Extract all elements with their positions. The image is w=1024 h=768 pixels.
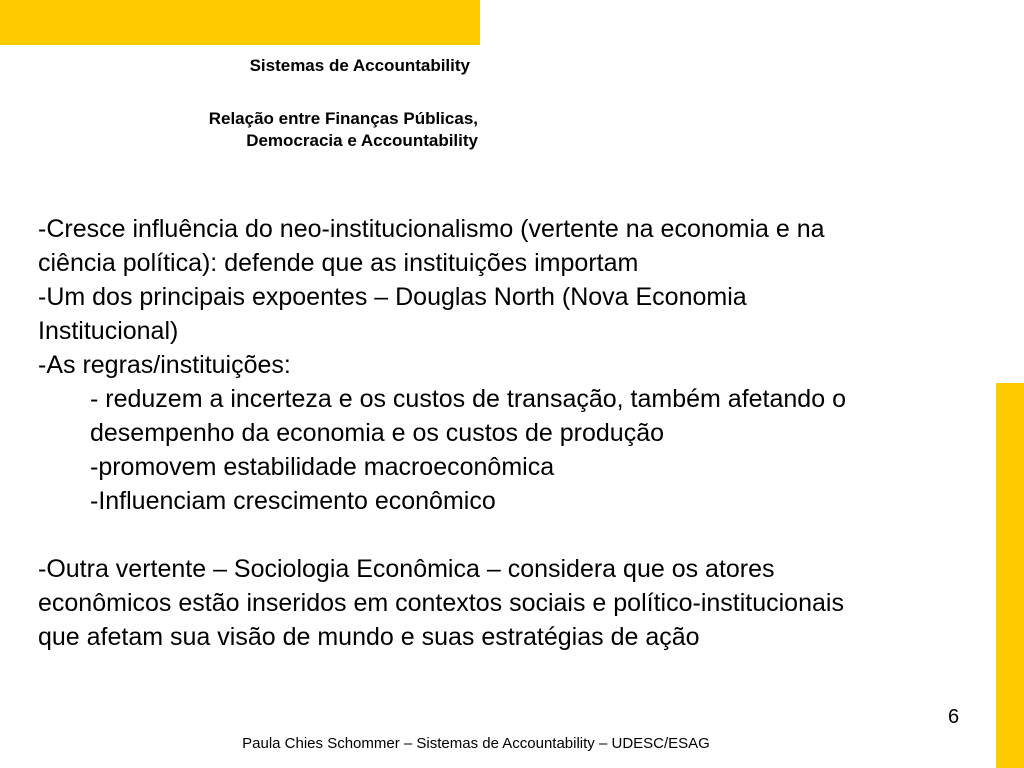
paragraph-spacer	[38, 518, 978, 552]
footer: Paula Chies Schommer – Sistemas de Accountability – UDESC/ESAG	[242, 735, 710, 752]
body-line: ciência política): defende que as instituições importam	[38, 249, 639, 277]
slide-body	[38, 212, 978, 654]
slide-subtitle	[209, 108, 478, 152]
body-line: que afetam sua visão de mundo e suas estratégias de ação	[38, 623, 700, 651]
page-number: 6	[948, 706, 960, 728]
body-line: Institucional)	[38, 317, 179, 345]
body-line-indented: desempenho da economia e os custos de produção	[90, 419, 664, 447]
body-line: -Um dos principais expoentes – Douglas North (Nova Economia	[38, 283, 747, 311]
right-accent-bar	[996, 383, 1024, 768]
body-line-indented: - reduzem a incerteza e os custos de transação, também afetando o	[90, 385, 846, 413]
body-line: econômicos estão inseridos em contextos sociais e político-institucionais	[38, 589, 844, 617]
body-line: -Outra vertente – Sociologia Econômica – considera que os atores	[38, 555, 775, 583]
body-line: -Cresce influência do neo-institucionalismo (vertente na economia e na	[38, 215, 825, 243]
subtitle-line: Relação entre Finanças Públicas,	[208, 109, 478, 128]
subtitle-line: Democracia e Accountability	[246, 131, 478, 150]
body-line-indented: -Influenciam crescimento econômico	[90, 487, 496, 515]
top-accent-bar	[0, 0, 480, 45]
slide-title: Sistemas de Accountability	[249, 56, 470, 75]
body-line: -As regras/instituições:	[38, 351, 291, 379]
body-line-indented: -promovem estabilidade macroeconômica	[90, 453, 555, 481]
